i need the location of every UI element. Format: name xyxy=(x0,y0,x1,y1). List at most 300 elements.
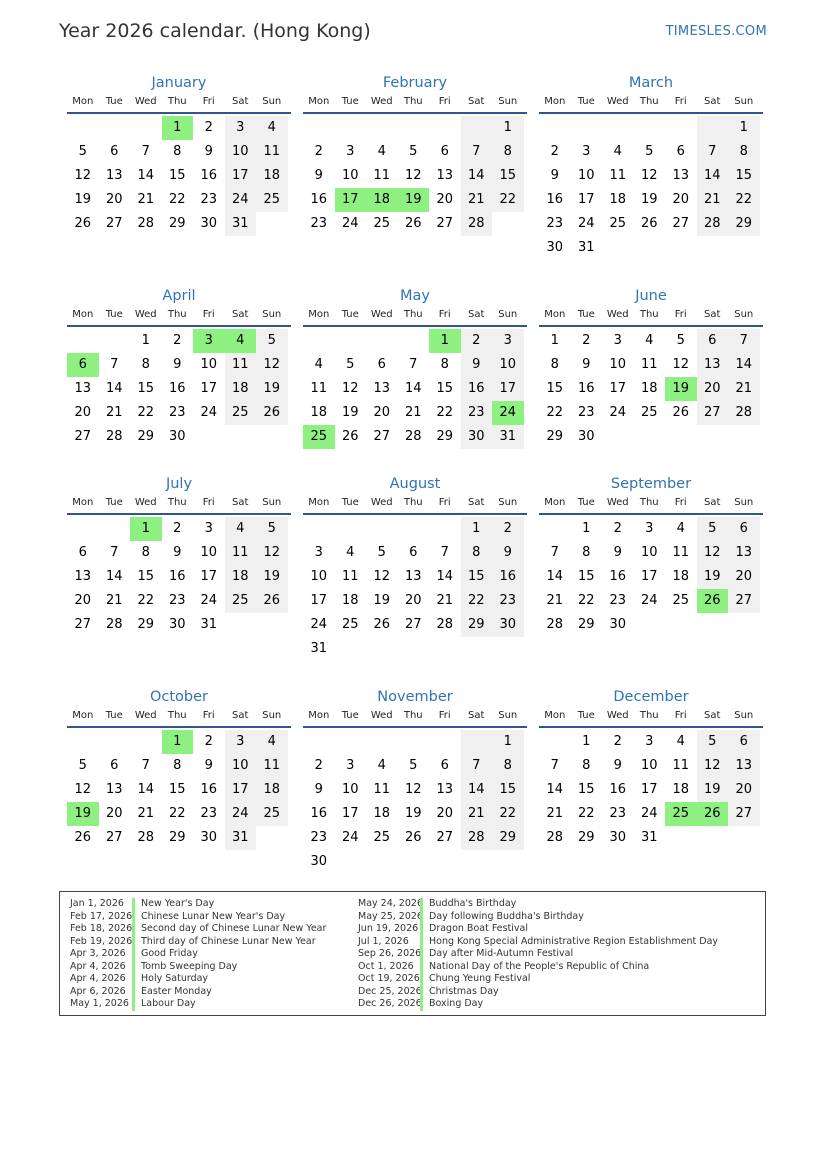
weekday-label: Mon xyxy=(308,309,330,320)
month-august xyxy=(303,473,527,661)
weekday-label: Wed xyxy=(370,96,393,107)
day-cell: 11 xyxy=(341,569,359,584)
empty-cell xyxy=(429,116,461,140)
day-cell: 24 xyxy=(341,216,359,231)
empty-cell xyxy=(303,517,335,541)
site-logo-text[interactable]: TIMESLES.COM xyxy=(665,24,767,39)
weekday-label: Sun xyxy=(262,497,282,508)
weekday-label: Sun xyxy=(498,309,518,320)
day-cell: 1 xyxy=(461,517,493,541)
weekday-label: Wed xyxy=(370,710,393,721)
day-cell: 12 xyxy=(256,353,288,377)
day-cell: 30 xyxy=(609,617,627,632)
day-cell: 18 xyxy=(310,405,328,420)
day-cell: 5 xyxy=(645,144,654,159)
holiday-row xyxy=(358,998,718,1011)
weekday-label: Sun xyxy=(262,710,282,721)
empty-cell xyxy=(67,116,99,140)
holiday-date: Feb 17, 2026 xyxy=(70,910,133,922)
day-cell: 25 xyxy=(672,593,690,608)
holiday-name: Easter Monday xyxy=(132,986,212,999)
empty-cell xyxy=(67,730,99,754)
day-cell: 4 xyxy=(225,517,257,541)
weekday-label: Mon xyxy=(544,710,566,721)
day-cell: 28 xyxy=(105,617,123,632)
empty-cell xyxy=(539,517,571,541)
day-cell: 28 xyxy=(546,617,564,632)
day-cell: 24 xyxy=(640,806,658,821)
day-cell: 23 xyxy=(461,401,493,425)
day-cell: 15 xyxy=(577,782,595,797)
day-cell: 4 xyxy=(256,116,288,140)
day-cell: 10 xyxy=(310,569,328,584)
day-cell: 22 xyxy=(492,802,524,826)
holiday-row xyxy=(358,973,718,986)
month-february xyxy=(303,72,527,236)
month-january xyxy=(67,72,291,236)
day-cell: 21 xyxy=(461,188,493,212)
day-cell: 6 xyxy=(697,329,729,353)
day-cell: 5 xyxy=(676,333,685,348)
day-cell: 9 xyxy=(204,758,213,773)
day-cell: 14 xyxy=(404,381,422,396)
holiday-day-cell: 26 xyxy=(697,802,729,826)
day-cell: 17 xyxy=(640,782,658,797)
weekday-header xyxy=(539,495,763,515)
empty-cell xyxy=(398,329,430,353)
day-cell: 23 xyxy=(200,192,218,207)
weekday-label: Fri xyxy=(674,710,687,721)
day-cell: 14 xyxy=(728,353,760,377)
day-cell: 21 xyxy=(461,802,493,826)
weekday-label: Wed xyxy=(134,497,157,508)
weekday-label: Mon xyxy=(308,710,330,721)
holiday-name: National Day of the People's Republic of China xyxy=(420,961,649,974)
day-cell: 30 xyxy=(310,854,328,869)
day-cell: 15 xyxy=(492,164,524,188)
day-cell: 20 xyxy=(728,565,760,589)
day-cell: 2 xyxy=(204,734,213,749)
day-cell: 29 xyxy=(168,830,186,845)
weekday-label: Sat xyxy=(232,710,249,721)
weekday-label: Sat xyxy=(468,710,485,721)
day-cell: 6 xyxy=(676,144,685,159)
day-cell: 25 xyxy=(373,830,391,845)
day-cell: 25 xyxy=(373,216,391,231)
day-cell: 28 xyxy=(436,617,454,632)
holiday-day-cell: 3 xyxy=(193,329,225,353)
day-cell: 6 xyxy=(440,758,449,773)
day-cell: 10 xyxy=(200,545,218,560)
weekday-label: Thu xyxy=(167,710,187,721)
day-cell: 1 xyxy=(582,734,591,749)
day-cell: 18 xyxy=(341,593,359,608)
day-cell: 28 xyxy=(105,429,123,444)
day-grid xyxy=(539,730,763,850)
month-name: March xyxy=(628,75,674,91)
weekday-label: Wed xyxy=(134,710,157,721)
day-cell: 27 xyxy=(436,216,454,231)
day-cell: 20 xyxy=(436,192,454,207)
holiday-list-left xyxy=(70,898,326,1011)
day-cell: 29 xyxy=(436,429,454,444)
day-cell: 29 xyxy=(137,617,155,632)
day-cell: 26 xyxy=(74,830,92,845)
holiday-date: Jul 1, 2026 xyxy=(358,935,409,947)
holiday-name: Third day of Chinese Lunar New Year xyxy=(132,936,316,949)
day-cell: 15 xyxy=(168,782,186,797)
day-cell: 10 xyxy=(640,758,658,773)
day-cell: 20 xyxy=(74,405,92,420)
day-cell: 11 xyxy=(225,541,257,565)
holiday-date: Dec 26, 2026 xyxy=(358,998,422,1009)
holiday-date: Apr 6, 2026 xyxy=(70,985,126,997)
day-cell: 8 xyxy=(173,758,182,773)
day-cell: 13 xyxy=(105,782,123,797)
day-cell: 2 xyxy=(613,734,622,749)
day-cell: 24 xyxy=(200,593,218,608)
day-cell: 17 xyxy=(225,778,257,802)
empty-cell xyxy=(461,730,493,754)
weekday-label: Tue xyxy=(341,497,359,508)
day-cell: 9 xyxy=(461,353,493,377)
day-cell: 5 xyxy=(697,517,729,541)
day-cell: 17 xyxy=(310,593,328,608)
day-cell: 10 xyxy=(341,782,359,797)
day-cell: 8 xyxy=(550,357,559,372)
day-cell: 2 xyxy=(613,521,622,536)
day-cell: 8 xyxy=(492,754,524,778)
day-cell: 29 xyxy=(492,826,524,850)
holiday-date: Jan 1, 2026 xyxy=(70,898,124,909)
empty-cell xyxy=(303,730,335,754)
weekday-label: Tue xyxy=(105,96,123,107)
empty-cell xyxy=(67,329,99,353)
day-cell: 18 xyxy=(225,565,257,589)
day-cell: 23 xyxy=(609,806,627,821)
weekday-label: Sat xyxy=(704,710,721,721)
weekday-label: Sun xyxy=(498,497,518,508)
day-cell: 23 xyxy=(609,593,627,608)
day-cell: 6 xyxy=(110,758,119,773)
weekday-label: Tue xyxy=(341,96,359,107)
day-cell: 5 xyxy=(256,329,288,353)
weekday-header xyxy=(539,708,763,728)
holiday-date: Dec 25, 2026 xyxy=(358,985,422,997)
day-cell: 20 xyxy=(697,377,729,401)
month-name: October xyxy=(149,689,209,705)
day-cell: 9 xyxy=(314,168,323,183)
day-cell: 21 xyxy=(404,405,422,420)
day-cell: 12 xyxy=(640,168,658,183)
holiday-row xyxy=(358,923,718,936)
holiday-day-cell: 1 xyxy=(162,730,194,754)
day-cell: 21 xyxy=(137,192,155,207)
day-cell: 1 xyxy=(550,333,559,348)
day-cell: 26 xyxy=(74,216,92,231)
day-cell: 15 xyxy=(436,381,454,396)
day-cell: 19 xyxy=(640,192,658,207)
day-cell: 12 xyxy=(341,381,359,396)
day-cell: 23 xyxy=(168,593,186,608)
weekday-label: Sat xyxy=(468,309,485,320)
day-cell: 20 xyxy=(74,593,92,608)
holiday-date: Oct 19, 2026 xyxy=(358,973,420,984)
day-cell: 22 xyxy=(577,593,595,608)
day-cell: 9 xyxy=(582,357,591,372)
day-cell: 25 xyxy=(225,589,257,613)
day-cell: 22 xyxy=(168,192,186,207)
day-cell: 8 xyxy=(141,545,150,560)
day-cell: 3 xyxy=(645,521,654,536)
empty-cell xyxy=(429,517,461,541)
day-cell: 22 xyxy=(546,405,564,420)
empty-cell xyxy=(366,730,398,754)
weekday-label: Mon xyxy=(308,497,330,508)
day-cell: 12 xyxy=(74,782,92,797)
weekday-label: Thu xyxy=(167,497,187,508)
day-cell: 8 xyxy=(173,144,182,159)
day-cell: 16 xyxy=(310,192,328,207)
weekday-header xyxy=(303,495,527,515)
empty-cell xyxy=(99,517,131,541)
day-cell: 23 xyxy=(310,830,328,845)
holiday-row xyxy=(70,961,326,974)
empty-cell xyxy=(130,116,162,140)
day-cell: 21 xyxy=(697,188,729,212)
holiday-name: New Year's Day xyxy=(132,898,214,911)
day-cell: 31 xyxy=(225,826,257,850)
day-cell: 9 xyxy=(550,168,559,183)
weekday-label: Tue xyxy=(341,309,359,320)
day-cell: 27 xyxy=(404,617,422,632)
day-cell: 25 xyxy=(640,405,658,420)
empty-cell xyxy=(571,116,603,140)
day-cell: 12 xyxy=(373,569,391,584)
day-cell: 8 xyxy=(440,357,449,372)
empty-cell xyxy=(303,116,335,140)
day-cell: 31 xyxy=(200,617,218,632)
day-cell: 27 xyxy=(74,429,92,444)
day-cell: 14 xyxy=(105,381,123,396)
day-cell: 28 xyxy=(137,216,155,231)
holiday-day-cell: 24 xyxy=(492,401,524,425)
day-cell: 7 xyxy=(110,545,119,560)
day-cell: 3 xyxy=(613,333,622,348)
day-cell: 5 xyxy=(346,357,355,372)
holiday-day-cell: 19 xyxy=(67,802,99,826)
day-cell: 8 xyxy=(728,140,760,164)
day-cell: 14 xyxy=(137,168,155,183)
day-cell: 22 xyxy=(492,188,524,212)
day-cell: 17 xyxy=(341,806,359,821)
day-cell: 18 xyxy=(640,381,658,396)
day-cell: 23 xyxy=(200,806,218,821)
empty-cell xyxy=(67,517,99,541)
day-cell: 1 xyxy=(582,521,591,536)
day-cell: 18 xyxy=(672,782,690,797)
weekday-header xyxy=(303,94,527,114)
weekday-label: Sat xyxy=(232,96,249,107)
day-cell: 31 xyxy=(577,240,595,255)
weekday-label: Thu xyxy=(639,96,659,107)
holiday-day-cell: 25 xyxy=(303,425,335,449)
empty-cell xyxy=(634,116,666,140)
day-cell: 16 xyxy=(577,381,595,396)
day-cell: 10 xyxy=(640,545,658,560)
day-cell: 23 xyxy=(492,589,524,613)
day-cell: 19 xyxy=(341,405,359,420)
day-cell: 20 xyxy=(672,192,690,207)
holiday-name: Dragon Boat Festival xyxy=(420,923,528,936)
holiday-name: Labour Day xyxy=(132,998,196,1011)
holiday-row xyxy=(70,923,326,936)
day-cell: 18 xyxy=(373,806,391,821)
day-cell: 30 xyxy=(200,216,218,231)
day-cell: 25 xyxy=(341,617,359,632)
day-cell: 3 xyxy=(225,730,257,754)
day-cell: 21 xyxy=(546,806,564,821)
month-name: December xyxy=(613,689,689,705)
day-cell: 28 xyxy=(728,401,760,425)
day-grid xyxy=(303,517,527,661)
day-cell: 20 xyxy=(404,593,422,608)
day-cell: 16 xyxy=(200,168,218,183)
day-cell: 28 xyxy=(137,830,155,845)
day-cell: 15 xyxy=(137,569,155,584)
month-july xyxy=(67,473,291,637)
holiday-name: Christmas Day xyxy=(420,986,499,999)
day-cell: 24 xyxy=(225,802,257,826)
holiday-day-cell: 6 xyxy=(67,353,99,377)
day-cell: 9 xyxy=(613,545,622,560)
day-cell: 11 xyxy=(609,168,627,183)
day-cell: 20 xyxy=(105,192,123,207)
holiday-row xyxy=(70,911,326,924)
day-cell: 20 xyxy=(728,778,760,802)
day-cell: 4 xyxy=(645,333,654,348)
day-cell: 28 xyxy=(461,826,493,850)
day-cell: 22 xyxy=(728,188,760,212)
day-cell: 27 xyxy=(373,429,391,444)
weekday-label: Sun xyxy=(734,309,754,320)
day-cell: 14 xyxy=(546,569,564,584)
day-cell: 15 xyxy=(137,381,155,396)
day-cell: 7 xyxy=(141,144,150,159)
day-cell: 20 xyxy=(436,806,454,821)
day-cell: 29 xyxy=(168,216,186,231)
weekday-label: Tue xyxy=(577,497,595,508)
day-cell: 11 xyxy=(672,758,690,773)
day-cell: 4 xyxy=(256,730,288,754)
day-cell: 18 xyxy=(672,569,690,584)
day-grid xyxy=(539,116,763,260)
weekday-label: Tue xyxy=(577,309,595,320)
day-cell: 17 xyxy=(225,164,257,188)
day-cell: 2 xyxy=(173,521,182,536)
holiday-list xyxy=(59,891,766,1016)
weekday-label: Sat xyxy=(468,96,485,107)
day-cell: 5 xyxy=(697,730,729,754)
weekday-label: Wed xyxy=(606,497,629,508)
weekday-label: Wed xyxy=(134,96,157,107)
month-december xyxy=(539,686,763,850)
holiday-row xyxy=(70,936,326,949)
day-cell: 22 xyxy=(137,405,155,420)
day-cell: 18 xyxy=(609,192,627,207)
day-cell: 29 xyxy=(137,429,155,444)
weekday-label: Tue xyxy=(105,497,123,508)
holiday-day-cell: 1 xyxy=(162,116,194,140)
day-cell: 11 xyxy=(310,381,328,396)
weekday-label: Sun xyxy=(498,96,518,107)
day-cell: 30 xyxy=(200,830,218,845)
holiday-name: Chung Yeung Festival xyxy=(420,973,530,986)
day-cell: 25 xyxy=(225,401,257,425)
holiday-row xyxy=(70,998,326,1011)
weekday-label: Fri xyxy=(674,309,687,320)
weekday-label: Fri xyxy=(438,497,451,508)
holiday-name: Day following Buddha's Birthday xyxy=(420,911,584,924)
day-cell: 22 xyxy=(137,593,155,608)
day-cell: 26 xyxy=(373,617,391,632)
day-cell: 9 xyxy=(173,545,182,560)
weekday-label: Thu xyxy=(639,710,659,721)
day-cell: 6 xyxy=(110,144,119,159)
day-cell: 21 xyxy=(137,806,155,821)
day-cell: 22 xyxy=(461,589,493,613)
holiday-day-cell: 1 xyxy=(130,517,162,541)
day-cell: 24 xyxy=(341,830,359,845)
day-cell: 7 xyxy=(110,357,119,372)
day-cell: 16 xyxy=(492,565,524,589)
holiday-row xyxy=(358,961,718,974)
weekday-label: Mon xyxy=(544,497,566,508)
day-cell: 12 xyxy=(672,357,690,372)
day-cell: 17 xyxy=(640,569,658,584)
month-name: September xyxy=(610,476,692,492)
day-cell: 24 xyxy=(577,216,595,231)
empty-cell xyxy=(539,116,571,140)
day-cell: 4 xyxy=(676,734,685,749)
day-cell: 3 xyxy=(492,329,524,353)
day-cell: 31 xyxy=(225,212,257,236)
weekday-label: Sun xyxy=(262,309,282,320)
holiday-day-cell: 18 xyxy=(366,188,398,212)
day-cell: 4 xyxy=(377,144,386,159)
holiday-name: Tomb Sweeping Day xyxy=(132,961,237,974)
day-cell: 22 xyxy=(436,405,454,420)
day-cell: 10 xyxy=(225,754,257,778)
weekday-label: Sat xyxy=(232,309,249,320)
day-cell: 13 xyxy=(74,569,92,584)
month-name: June xyxy=(635,288,667,304)
holiday-row xyxy=(358,911,718,924)
month-october xyxy=(67,686,291,850)
day-cell: 26 xyxy=(640,216,658,231)
day-cell: 3 xyxy=(314,545,323,560)
day-cell: 13 xyxy=(105,168,123,183)
day-cell: 29 xyxy=(546,429,564,444)
weekday-label: Fri xyxy=(202,309,215,320)
day-cell: 26 xyxy=(256,401,288,425)
day-cell: 2 xyxy=(461,329,493,353)
weekday-label: Mon xyxy=(72,497,94,508)
day-cell: 7 xyxy=(728,329,760,353)
day-cell: 5 xyxy=(409,144,418,159)
holiday-row xyxy=(70,948,326,961)
day-cell: 29 xyxy=(577,830,595,845)
